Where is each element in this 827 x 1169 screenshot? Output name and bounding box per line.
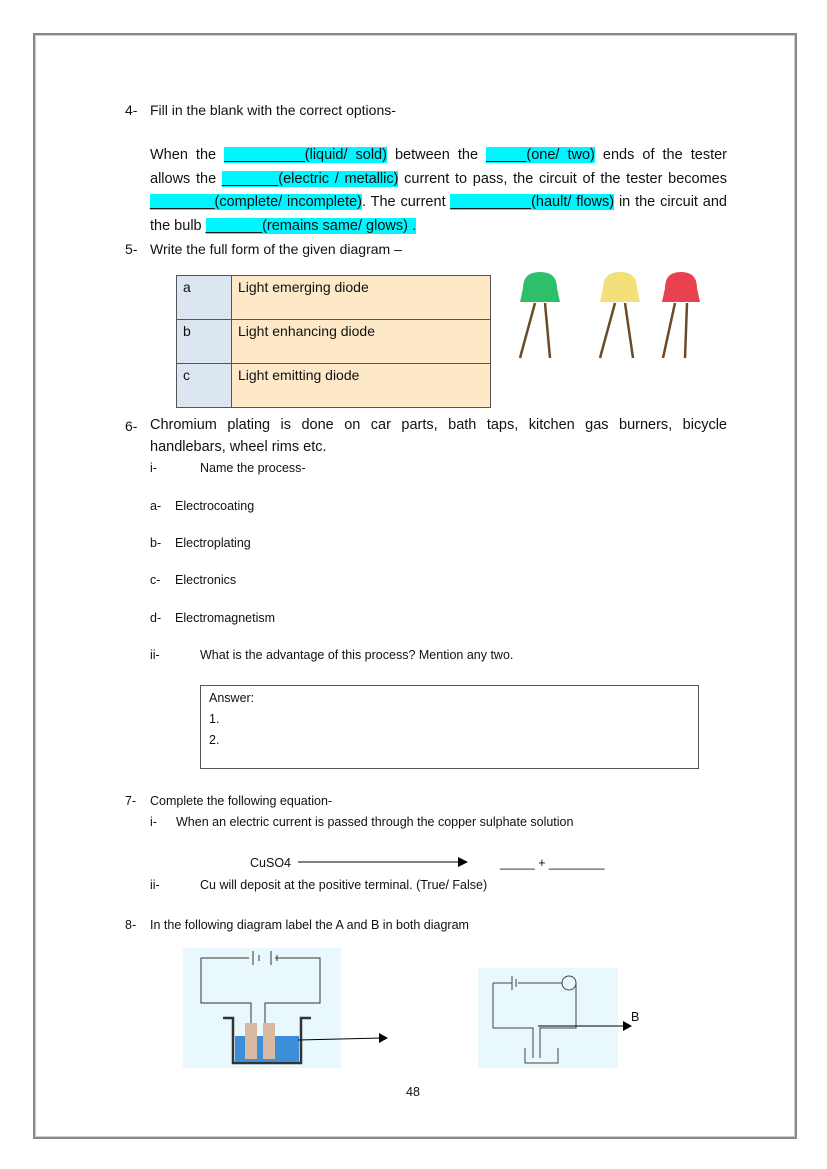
table-row bbox=[177, 364, 491, 408]
answer-box[interactable] bbox=[200, 685, 699, 769]
text: ends of the tester allows the bbox=[150, 147, 727, 187]
option-c[interactable]: Electronics bbox=[175, 573, 237, 587]
answer-line-1[interactable]: 1. bbox=[209, 712, 220, 726]
cell: b bbox=[177, 320, 232, 364]
q4-paragraph bbox=[150, 144, 727, 238]
led-table bbox=[176, 275, 491, 408]
blank-3[interactable]: _______(electric / metallic) bbox=[221, 170, 399, 187]
cell: Light emerging diode bbox=[232, 276, 491, 320]
option-label: c- bbox=[150, 573, 161, 587]
q6-i-number: i- bbox=[150, 461, 157, 475]
table-row bbox=[177, 276, 491, 320]
q7-i-number: i- bbox=[150, 815, 157, 829]
blank-5[interactable]: __________(hault/ flows) bbox=[450, 194, 615, 210]
option-label: a- bbox=[150, 499, 162, 513]
cell: a bbox=[177, 276, 232, 320]
text: in the circuit and the bulb bbox=[150, 194, 728, 234]
option-label: d- bbox=[150, 611, 162, 625]
electroplating-diagram bbox=[183, 948, 398, 1070]
blank-4[interactable]: ________(complete/ incomplete) bbox=[150, 194, 363, 210]
circuit-diagram bbox=[478, 968, 648, 1070]
option-d[interactable]: Electromagnetism bbox=[175, 611, 276, 625]
q7-ii-text: Cu will deposit at the positive terminal. (True/ False) bbox=[200, 878, 488, 892]
q8-number: 8- bbox=[125, 918, 137, 932]
option-a[interactable]: Electrocoating bbox=[175, 499, 255, 513]
text: current to pass, the circuit of the tester becomes bbox=[398, 170, 727, 187]
q7-i-text: When an electric current is passed through the copper sulphate solution bbox=[176, 815, 574, 829]
text: . The current bbox=[362, 194, 451, 210]
q4-title: Fill in the blank with the correct options- bbox=[150, 102, 396, 118]
q6-ii-number: ii- bbox=[150, 648, 160, 662]
led-image bbox=[515, 268, 705, 363]
q8-title: In the following diagram label the A and B in both diagram bbox=[150, 918, 469, 932]
arrow-icon bbox=[298, 856, 470, 868]
option-label: b- bbox=[150, 536, 162, 550]
cell: c bbox=[177, 364, 232, 408]
text: When the bbox=[150, 147, 225, 163]
q6-ii-text: What is the advantage of this process? Mention any two. bbox=[200, 648, 514, 662]
page-number: 48 bbox=[406, 1085, 420, 1099]
option-b[interactable]: Electroplating bbox=[175, 536, 251, 550]
cell: Light emitting diode bbox=[232, 364, 491, 408]
q4-number: 4- bbox=[125, 102, 138, 118]
q6-number: 6- bbox=[125, 418, 138, 434]
q6-title: Chromium plating is done on car parts, bath taps, kitchen gas burners, bicycle handlebars, wheel rims etc. bbox=[150, 417, 727, 455]
table-row bbox=[177, 320, 491, 364]
label-b: B bbox=[631, 1010, 640, 1024]
blank-2[interactable]: _____(one/ two) bbox=[486, 147, 595, 163]
answer-line-2[interactable]: 2. bbox=[209, 733, 220, 747]
q7-ii-number: ii- bbox=[150, 878, 160, 892]
q7-title: Complete the following equation- bbox=[150, 794, 333, 808]
answer-label: Answer: bbox=[209, 691, 255, 705]
q6-i-text: Name the process- bbox=[200, 461, 306, 475]
blank-6[interactable]: _______(remains same/ glows) . bbox=[205, 217, 416, 234]
q7-number: 7- bbox=[125, 794, 137, 808]
q5-title: Write the full form of the given diagram – bbox=[150, 241, 402, 257]
blank-1[interactable]: __________(liquid/ sold) bbox=[224, 147, 387, 163]
cell: Light enhancing diode bbox=[232, 320, 491, 364]
q5-number: 5- bbox=[125, 241, 138, 257]
reactant: CuSO4 bbox=[250, 856, 291, 870]
text: between the bbox=[386, 147, 487, 163]
products-blank[interactable]: _____ + ________ bbox=[500, 856, 605, 870]
